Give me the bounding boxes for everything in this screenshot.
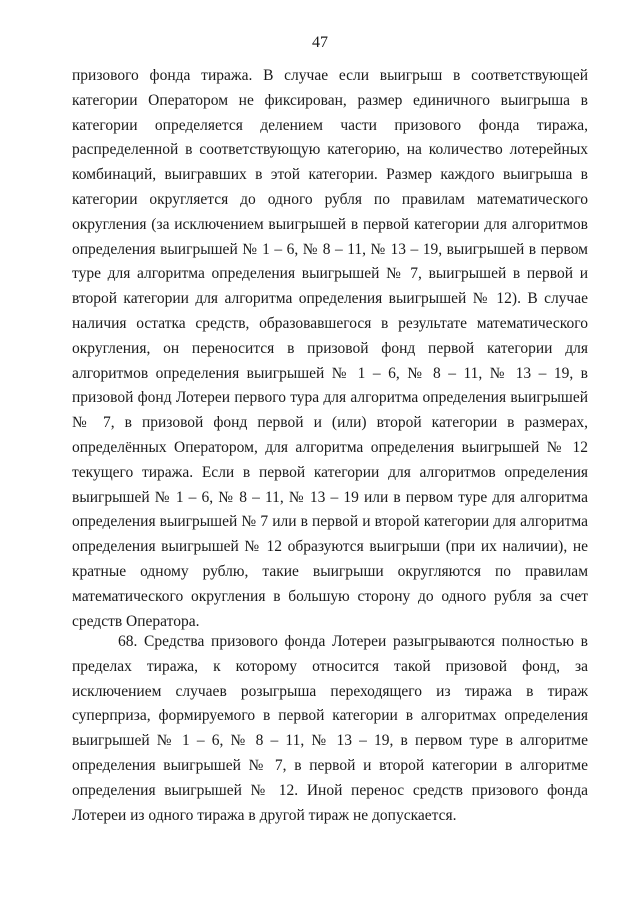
text-block-continuation [72, 64, 588, 634]
text-block-section-68 [72, 630, 588, 828]
page-number: 47 [312, 34, 328, 51]
paragraph-section-68: 68. Средства призового фонда Лотереи разыгрываются полностью в пределах тиража, к которому относится такой призовой фонд, за исключением случаев розыгрыша переходящего из тиража в тираж суперприза, формируемого в первой категории в алгоритмах определения выигрышей № 1 – 6, № 8 – 11, № 13 – 19, в первом туре в алгоритме определения выигрышей № 7, в первой и второй категории в алгоритме определения выигрышей № 12. Иной перенос средств призового фонда Лотереи из одного тиража в другой тираж не допускается. [72, 633, 588, 824]
paragraph-continuation: призового фонда тиража. В случае если выигрыш в соответствующей категории Оператором не фиксирован, размер единичного выигрыша в категории определяется делением части призового фонда тиража, распределенной в соответствующую категорию, на количество лотерейных комбинаций, выигравших в этой категории. Размер каждого выигрыша в категории округляется до одного рубля по правилам математического округления (за исключением выигрышей в первой категории для алгоритмов определения выигрышей № 1 – 6, № 8 – 11, № 13 – 19, выигрышей в первом туре для алгоритма определения выигрышей № 7, выигрышей в первой и второй категории для алгоритма определения выигрышей № 12). В случае наличия остатка средств, образовавшегося в результате математического округления, он переносится в призовой фонд первой категории для алгоритмов определения выигрышей № 1 – 6, № 8 – 11, № 13 – 19, в призовой фонд Лотереи первого тура для алгоритма определения выигрышей № 7, в призовой фонд первой и (или) второй категории в размерах, определённых Оператором, для алгоритма определения выигрышей № 12 текущего тиража. Если в первой категории для алгоритмов определения выигрышей № 1 – 6, № 8 – 11, № 13 – 19 или в первом туре для алгоритма определения выигрышей № 7 или в первой и второй категории для алгоритма определения выигрышей № 12 образуются выигрыши (при их наличии), не кратные одному рублю, такие выигрыши округляются по правилам математического округления в большую сторону до одного рубля за счет средств Оператора. [72, 67, 588, 630]
